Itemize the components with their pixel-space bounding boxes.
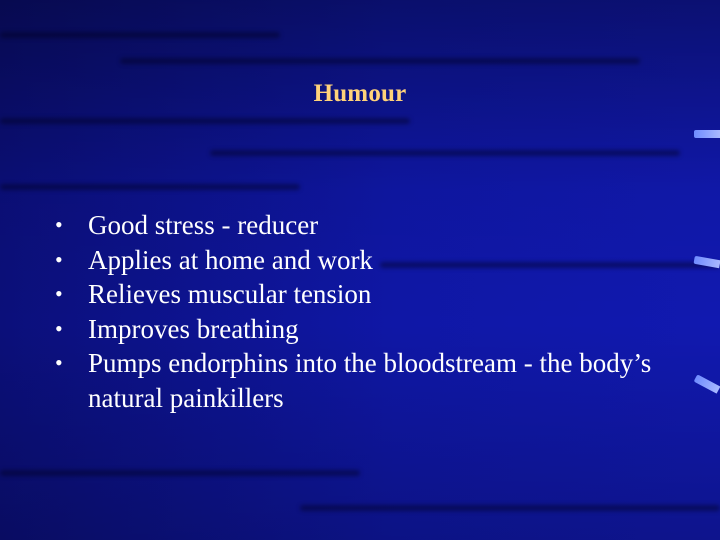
background-streak [0, 118, 410, 124]
edge-accent-mark [694, 374, 720, 393]
edge-accent-mark [694, 130, 720, 138]
bullet-list [55, 208, 655, 415]
background-streak [300, 505, 720, 511]
bullet-item [55, 208, 655, 243]
bullet-marker: • [55, 350, 63, 375]
bullet-item [55, 312, 655, 347]
bullet-item [55, 277, 655, 312]
bullet-marker: • [55, 281, 63, 306]
background-streak [0, 32, 280, 38]
bullet-marker: • [55, 212, 63, 237]
bullet-text: Pumps endorphins into the bloodstream - the body’s natural painkillers [88, 348, 652, 413]
bullet-item [55, 243, 655, 278]
bullet-marker: • [55, 246, 63, 272]
bullet-text: Improves breathing [88, 313, 299, 344]
slide-title: Humour [313, 80, 407, 107]
bullet-text: Relieves muscular tension [88, 279, 372, 309]
bullet-text: Applies at home and work [88, 244, 373, 275]
background-streak [0, 184, 300, 190]
bullet-text: Good stress - reducer [88, 210, 319, 240]
bullet-item [55, 346, 655, 415]
bullet-marker: • [55, 315, 63, 341]
background-streak [0, 470, 360, 476]
background-streak [120, 58, 640, 64]
background-streak [210, 150, 680, 156]
